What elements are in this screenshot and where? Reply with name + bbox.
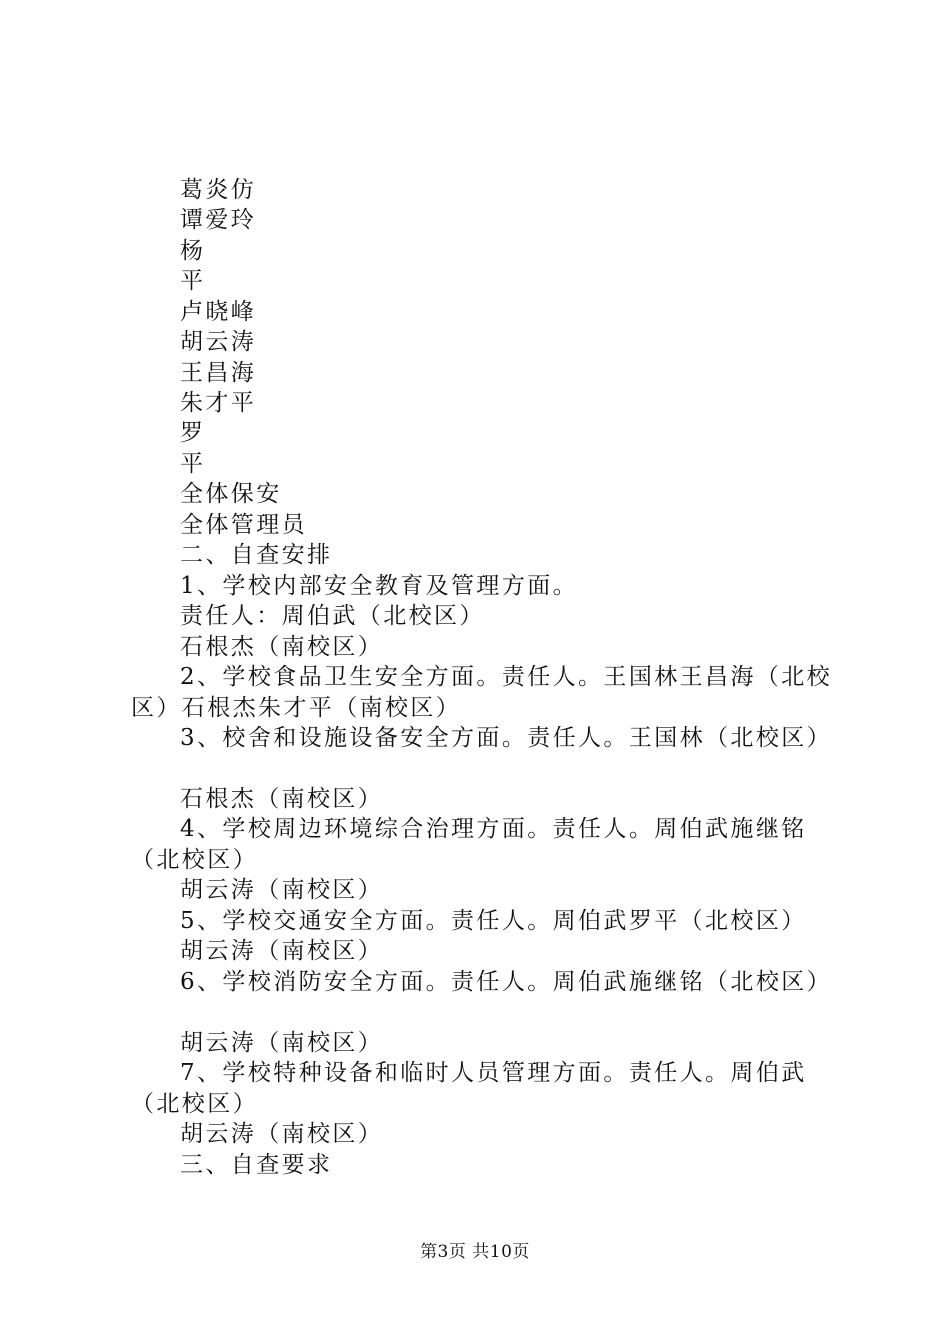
text-line: 6、学校消防安全方面。责任人。周伯武施继铭（北校区） (180, 969, 833, 995)
text-line: 区）石根杰朱才平（南校区） (131, 695, 462, 721)
text-line: （北校区） (131, 847, 258, 873)
text-line: 胡云涛 (180, 329, 257, 355)
text-line: 平 (180, 268, 206, 294)
text-line: 卢晓峰 (180, 299, 257, 325)
text-line: 责任人：周伯武（北校区） (180, 603, 485, 629)
text-line: 杨 (180, 238, 206, 264)
text-line: 平 (180, 451, 206, 477)
text-line: 全体保安 (180, 481, 282, 507)
section-heading: 二、自查安排 (180, 542, 333, 568)
text-line: 2、学校食品卫生安全方面。责任人。王国林王昌海（北校 (180, 664, 833, 690)
text-line: 4、学校周边环境综合治理方面。责任人。周伯武施继铭 (180, 816, 807, 842)
text-line: 胡云涛（南校区） (180, 877, 384, 903)
page-footer: 第3页 共10页 (420, 1242, 530, 1262)
text-line: 5、学校交通安全方面。责任人。周伯武罗平（北校区） (180, 908, 807, 934)
text-line: 胡云涛（南校区） (180, 938, 384, 964)
section-heading: 三、自查要求 (180, 1152, 333, 1178)
text-line: 胡云涛（南校区） (180, 1030, 384, 1056)
text-line: 罗 (180, 420, 206, 446)
text-line: 葛炎仿 (180, 177, 257, 203)
text-line: 3、校舍和设施设备安全方面。责任人。王国林（北校区） (180, 725, 833, 751)
text-line: 谭爱玲 (180, 207, 257, 233)
text-line: 胡云涛（南校区） (180, 1121, 384, 1147)
text-line: 石根杰（南校区） (180, 634, 384, 660)
text-line: 全体管理员 (180, 512, 307, 538)
text-line: 石根杰（南校区） (180, 786, 384, 812)
text-line: 王昌海 (180, 360, 257, 386)
text-line: 朱才平 (180, 390, 257, 416)
text-line: 7、学校特种设备和临时人员管理方面。责任人。周伯武 (180, 1060, 807, 1086)
text-line: 1、学校内部安全教育及管理方面。 (180, 573, 579, 599)
text-line: （北校区） (131, 1091, 258, 1117)
